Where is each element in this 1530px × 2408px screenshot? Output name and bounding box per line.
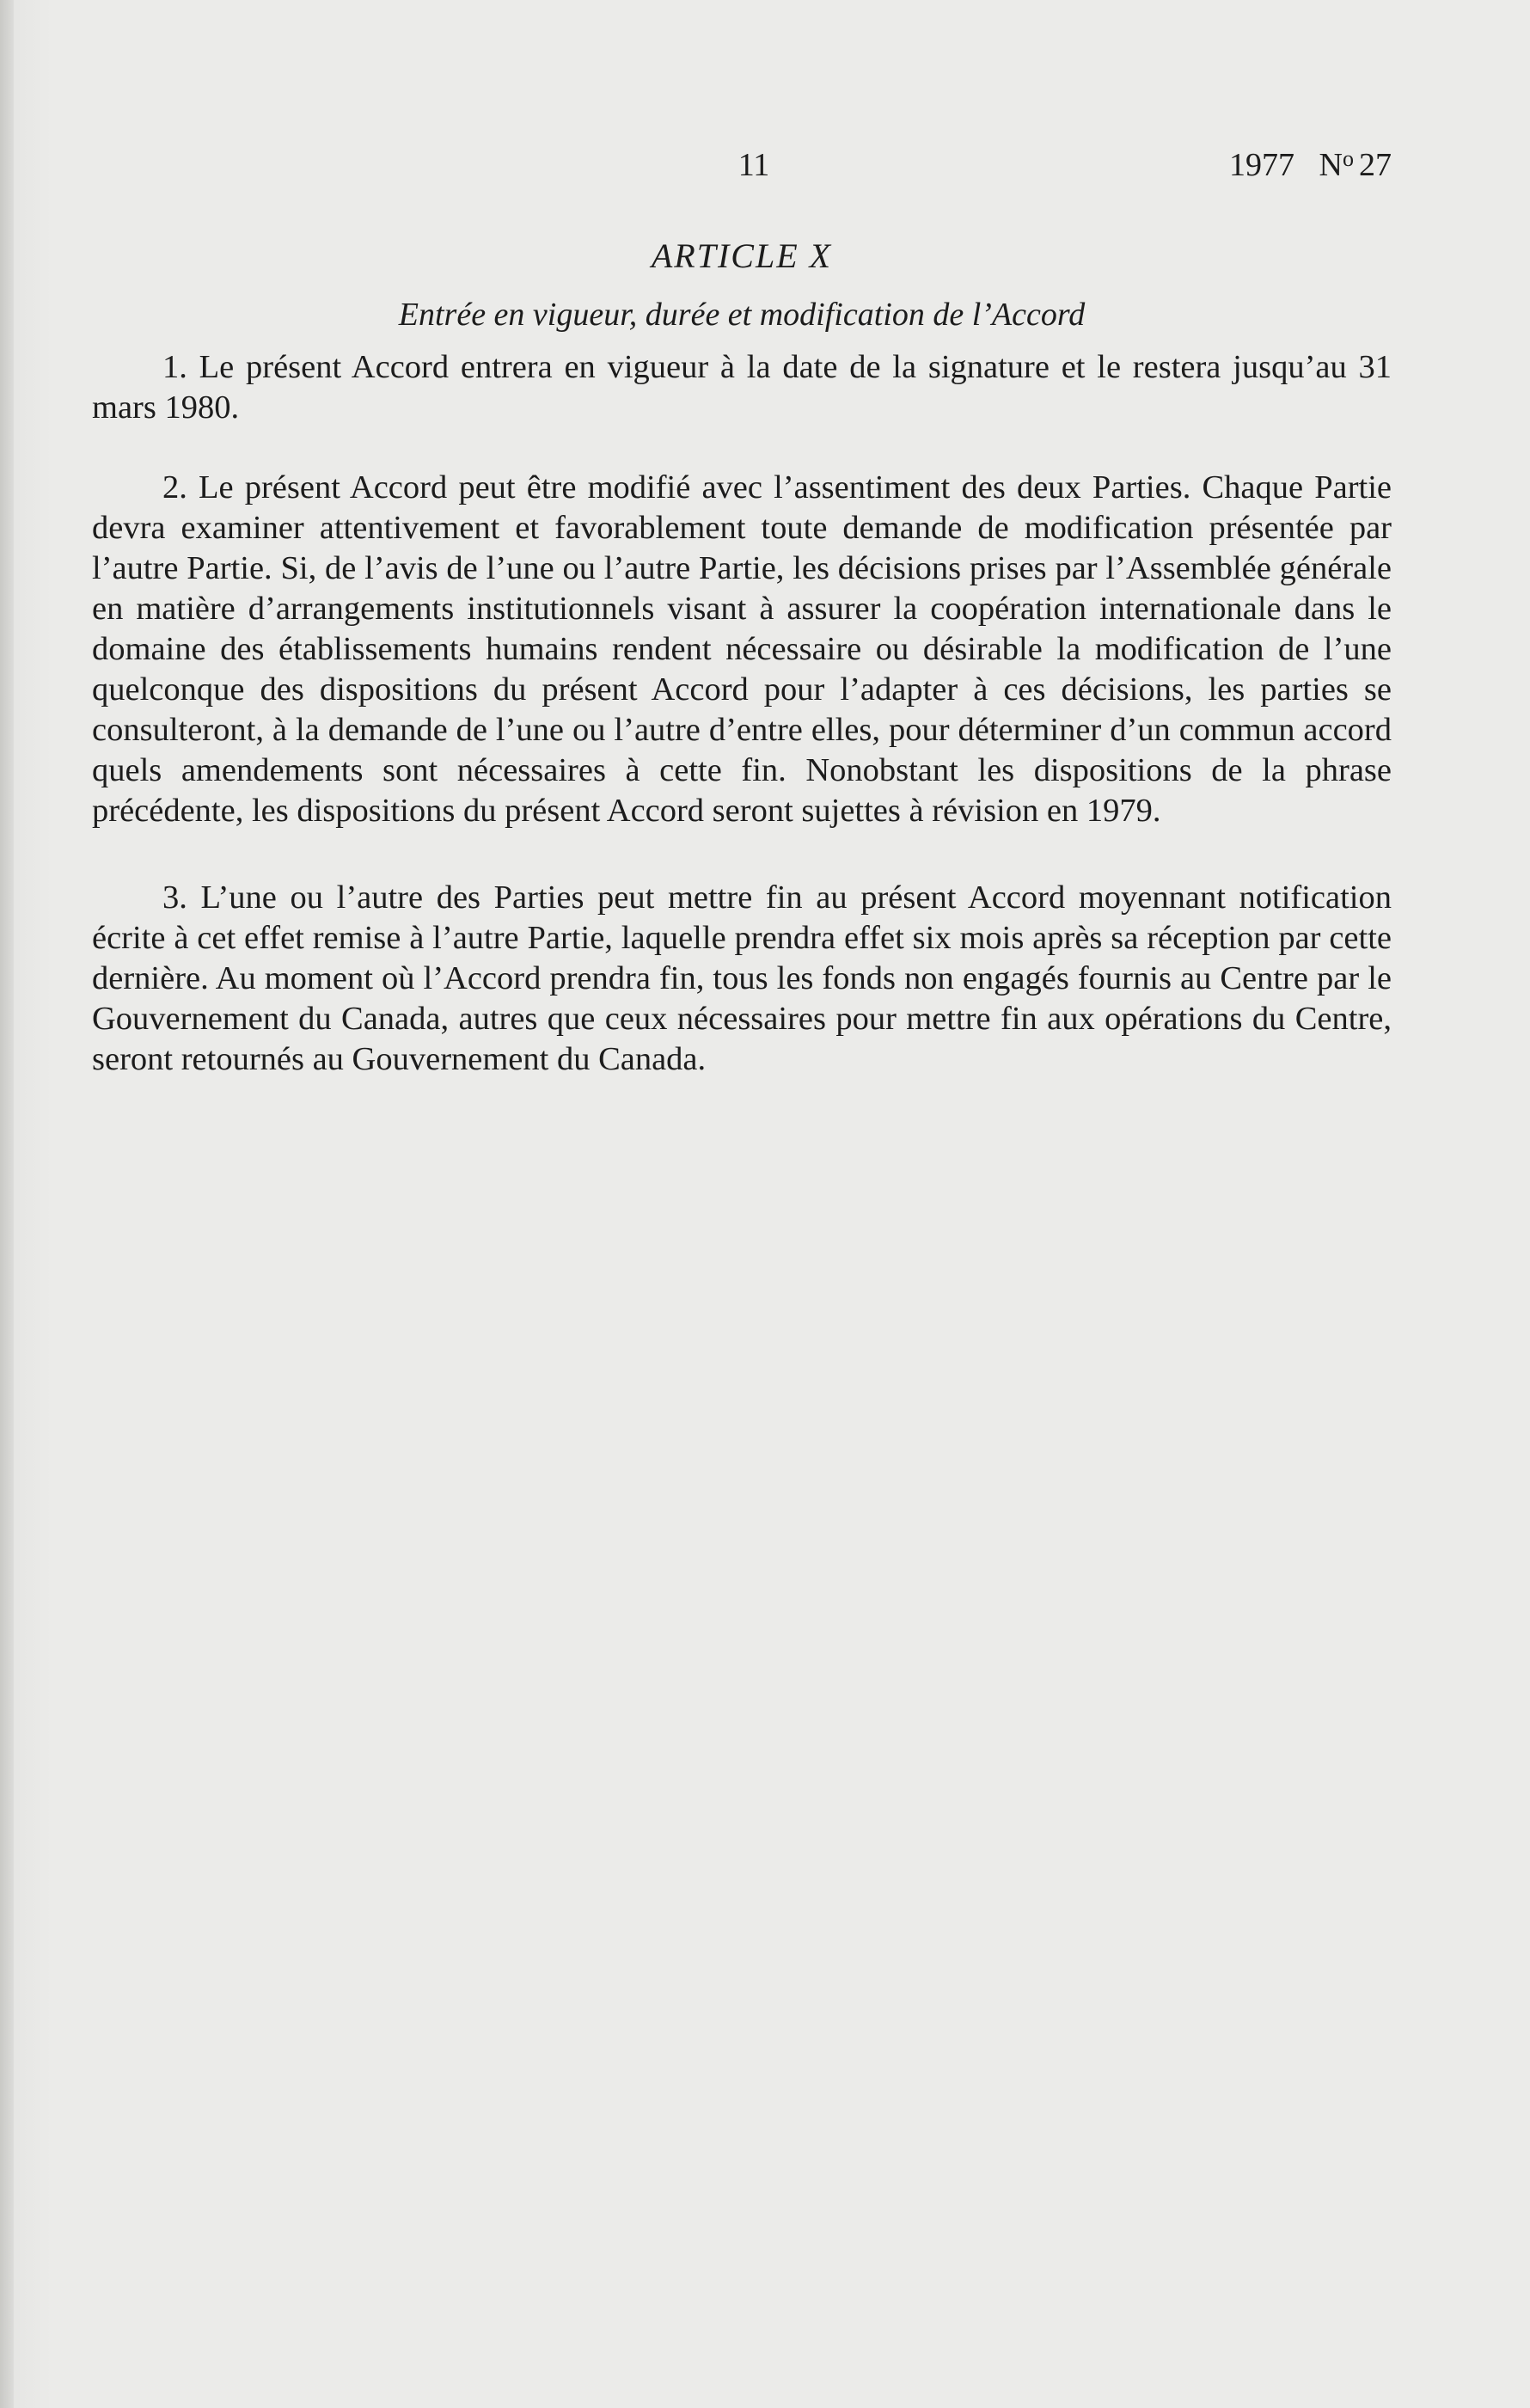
paragraph-2: 2. Le présent Accord peut être modifié avec l’assentiment des deux Parties. Chaque Partie devra examiner attentivement et favorablement toute demande de modification présentée par l’autre Partie. Si, de l’avis de l’une ou l’autre Partie, les décisions prises par l’Assemblée générale en matière d’arrangements institutionnels visant à assurer la coopération internationale dans le domaine des établissements humains rendent nécessaire ou désirable la modification de l’une quelconque des dispositions du présent Accord pour l’adapter à ces décisions, les parties se consulteront, à la demande de l’une ou l’autre d’entre elles, pour déterminer d’un commun accord quels amendements sont nécessaires à cette fin. Nonobstant les dispositions de la phrase précédente, les dispositions du présent Accord seront sujettes à révision en 1979.: [92, 469, 1392, 829]
paragraph-3: 3. L’une ou l’autre des Parties peut mettre fin au présent Accord moyennant notification écrite à cet effet remise à l’autre Partie, laquelle prendra effet six mois après sa réception par cette dernière. Au moment où l’Accord prendra fin, tous les fonds non engagés fournis au Centre par le Gouvernement du Canada, autres que ceux nécessaires pour mettre fin aux opérations du Centre, seront retournés au Gouvernement du Canada.: [92, 879, 1392, 1077]
article-subtitle: Entrée en vigueur, durée et modification de l’Accord: [398, 297, 1086, 333]
page-number: 11: [737, 147, 770, 183]
header-year: 1977: [1229, 147, 1295, 183]
paragraph-1: 1. Le présent Accord entrera en vigueur à la date de la signature et le restera jusqu’au 31 mars 1980.: [92, 349, 1392, 426]
number-label: N: [1319, 147, 1343, 183]
issue-number: 27: [1359, 147, 1392, 183]
article-body: [92, 347, 1392, 1080]
year-and-number: [1229, 146, 1392, 184]
binding-edge: [0, 0, 14, 2408]
running-header: [92, 146, 1392, 189]
number-superscript: o: [1343, 146, 1354, 171]
article-title: ARTICLE X: [651, 236, 833, 275]
